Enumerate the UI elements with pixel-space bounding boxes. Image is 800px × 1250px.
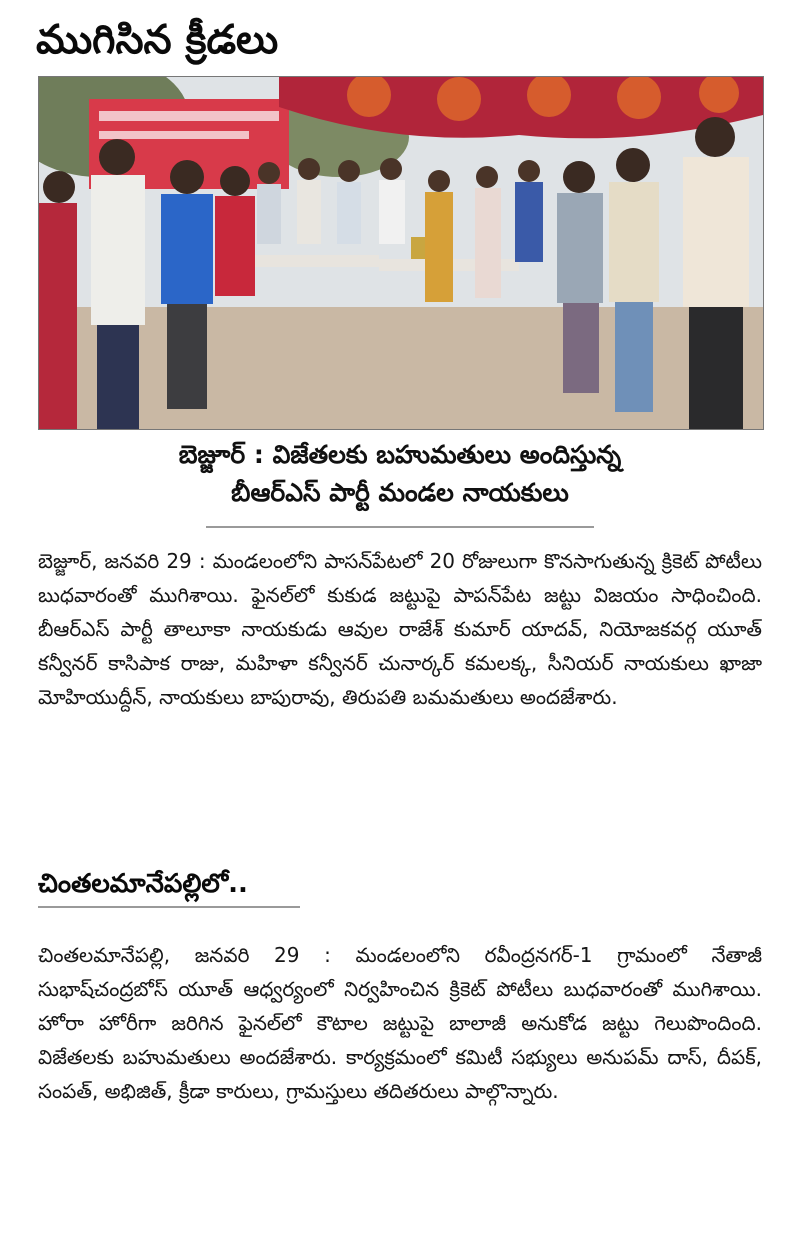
caption-divider — [206, 526, 594, 528]
caption-line-1: బెజ్జూర్ : విజేతలకు బహుమతులు అందిస్తున్న — [178, 440, 622, 469]
photo-illustration — [39, 77, 763, 429]
article-1-body: బెజ్జూర్, జనవరి 29 : మండలంలోని పాసన్‌పేటలో 20 రోజులుగా కొనసాగుతున్న క్రికెట్ పోటీలు బుధవారంతో ముగిశాయి. ఫైనల్‌లో కుకుడ జట్టుపై పాపన్‌పేట జట్టు విజయం సాధించింది. బీఆర్ఎస్ పార్టీ తాలూకా నాయకుడు ఆవుల రాజేశ్ కుమార్ యాదవ్, నియోజకవర్గ యూత్ కన్వీనర్ కాసిపాక రాజు, మహిళా కన్వీనర్ చునార్కర్ కమలక్క, సీనియర్ నాయకులు ఖాజా మోహియుద్దీన్, నాయకులు బాపురావు, తిరుపతి బమమతులు అందజేశారు. — [38, 549, 762, 709]
article-2-body: చింతలమానేపల్లి, జనవరి 29 : మండలంలోని రవీంద్రనగర్-1 గ్రామంలో నేతాజీ సుభాష్‌చంద్రబోస్ యూత్ ఆధ్వర్యంలో నిర్వహించిన క్రికెట్ పోటీలు బుధవారంతో ముగిశాయి. హోరా హోరీగా జరిగిన ఫైనల్‌లో కౌటాల జట్టుపై బాలాజీ అనుకోడ జట్టు గెలుపొందింది. విజేతలకు బహుమతులు అందజేశారు. కార్యక్రమంలో కమిటీ సభ్యులు అనుపమ్ దాస్, దీపక్, సంపత్, అభిజిత్, క్రీడా కారులు, గ్రామస్తులు తదితరులు పాల్గొన్నారు. — [38, 943, 762, 1103]
photo-table-left — [249, 255, 379, 267]
subheading-divider — [38, 906, 300, 908]
photo-ground — [39, 307, 763, 429]
photo-trophy — [411, 237, 427, 259]
photo-caption — [100, 436, 700, 512]
caption-line-2: బీఆర్ఎస్ పార్టీ మండల నాయకులు — [231, 478, 569, 507]
news-photo — [38, 76, 764, 430]
subheading: చింతలమానేపల్లిలో.. — [38, 869, 248, 899]
headline: ముగిసిన క్రీడలు — [36, 17, 279, 63]
